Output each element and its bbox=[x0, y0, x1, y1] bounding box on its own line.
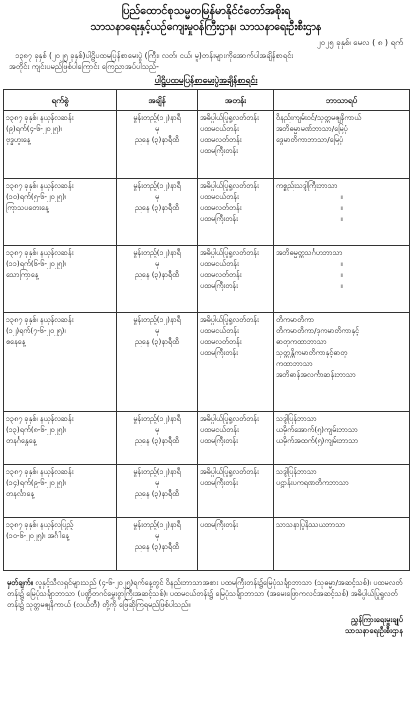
date-cell-line: (၁၀)ရက်(၅-၆-၂၀၂၅)၊ bbox=[6, 192, 67, 201]
date-cell-line: (၉)ရက်(၄-၆-၂၀၂၅)၊ bbox=[6, 124, 62, 133]
class-cell bbox=[198, 111, 274, 179]
subject-cell-line: ။ bbox=[340, 214, 343, 223]
subject-cell bbox=[274, 179, 410, 246]
table-row bbox=[4, 518, 410, 571]
class-cell-line: အဓိပ္ပါယ်ပြုရှုလတ်တန်း bbox=[200, 467, 259, 476]
date-cell-line: ၁၃၈၇ ခုနှစ်၊ နယုန်လဆန်း bbox=[6, 113, 74, 122]
subject-cell-line: ဝိနည်းကျမ်းဝင်/သုတ္တမဇျနိကာယ် bbox=[276, 113, 362, 122]
time-cell-line: မှ bbox=[154, 192, 160, 201]
time-cell-line: ညနေ (၃)နာရီထိ bbox=[134, 203, 180, 212]
time-cell bbox=[117, 246, 198, 313]
class-cell-line: ပထမလတ်တန်း bbox=[200, 337, 242, 346]
footnote-text: လူနှင့်သီလရှင်များသည် (၄-၆-၂၀၂၅)ရက်နေ့တွင် ဝိနည်းဘာသာအစား ပထမကြီးတန်း၌မြေပုံသင်္ချာဘာသာ (သုဓမ္မာ/အဆင့်သစ်)၊ ပထမလတ်တန်း၌ မြေပုံသင်္ချာဘာသာ (ပဏ္ဍိတဂင်မွှေးဝွာကြီးအဆင့်သစ်)၊ ပထမငယ်တန်း၌ မြေပုံသင်္ချာဘာသာ (အမေးဖြောကလင်အဆင့်သစ်) အဓိပ္ပါယ်ပြုရှုလတ်တန်း၌ သုတ္တမဇျနိကာယ် (လယ်တီ) တို့ကို ဖြေဆိုကြရမည်ဖြစ်ပါသည်။ bbox=[7, 578, 403, 609]
class-cell-line: အဓိပ္ပါယ်ပြုရှုလတ်တန်း bbox=[200, 414, 259, 423]
subject-cell bbox=[274, 111, 410, 179]
subject-cell-line: သဒ္ဒါပြန်ဘာသာ bbox=[276, 467, 317, 476]
subject-cell bbox=[274, 246, 410, 313]
time-cell-line: မှ bbox=[154, 425, 160, 434]
class-cell-line: ပထမလတ်တန်း bbox=[200, 135, 242, 144]
class-cell-line: ပထမကြီးတန်း bbox=[200, 214, 238, 223]
date-cell-line: ၁၃၈၇ ခုနှစ်၊ နယုန်လပြည့် bbox=[6, 520, 74, 529]
class-cell-line: ပထမကြီးတန်း bbox=[200, 520, 238, 529]
class-cell bbox=[198, 179, 274, 246]
time-cell-line: ညနေ (၃)နာရီထိ bbox=[134, 337, 180, 346]
subject-cell-line: ။ bbox=[340, 270, 343, 279]
subject-cell-line: တိကမာတိကာ bbox=[276, 315, 315, 324]
class-cell bbox=[198, 412, 274, 465]
time-cell bbox=[117, 179, 198, 246]
exam-schedule-table bbox=[3, 89, 410, 571]
time-cell-line: ညနေ (၃)နာရီထိ bbox=[134, 489, 180, 498]
signature-block bbox=[3, 614, 409, 636]
class-cell-line: ပထမငယ်တန်း bbox=[200, 425, 239, 434]
subject-cell-line: အဘိဓာန်အလင်္ကာဆန်းဘာသာ bbox=[276, 370, 356, 379]
intro-line: အတိုင်း ကျင်းပမည်ဖြစ်ပါကြောင်း ကြေညာအပ်ပါသည်- bbox=[9, 62, 159, 71]
date-cell-line: တနင်္လာနေ့ bbox=[6, 489, 35, 498]
column-header-class: အတန်း bbox=[198, 90, 274, 111]
subject-cell-line: ယမိုက်အောက်(၅)ကျမ်းဘာသာ bbox=[276, 425, 358, 434]
time-cell-line: ညနေ (၃)နာရီထိ bbox=[134, 270, 180, 279]
class-cell bbox=[198, 518, 274, 571]
date-cell-line: ဗုဒ္ဓဟူးနေ့ bbox=[6, 135, 31, 144]
intro-paragraph bbox=[3, 50, 409, 72]
subject-cell-line: ကစ္စည်းသဒ္ဒါကြီးဘာသာ bbox=[276, 181, 338, 190]
subject-cell bbox=[274, 465, 410, 518]
time-cell-line: ညနေ (၃)နာရီထိ bbox=[134, 135, 180, 144]
class-cell-line: ပထမငယ်တန်း bbox=[200, 259, 239, 268]
subject-cell bbox=[274, 518, 410, 571]
time-cell-line: မွန်းတည့်(၁၂)နာရီ bbox=[133, 248, 181, 257]
date-cell bbox=[4, 246, 117, 313]
time-cell bbox=[117, 313, 198, 412]
government-title: ပြည်ထောင်စုသမ္မတမြန်မာနိုင်ငံတော်အစိုးရ bbox=[121, 4, 291, 17]
time-cell-line: မှ bbox=[154, 326, 160, 335]
class-cell-line: ပထမငယ်တန်း bbox=[200, 192, 239, 201]
subject-cell bbox=[274, 313, 410, 412]
time-cell-line: မွန်းတည့်(၁၂)နာရီ bbox=[133, 414, 181, 423]
date-cell-line: (၁၂)ရက်(၇-၆-၂၀၂၅)၊ bbox=[6, 326, 66, 335]
class-cell-line: ပထမကြီးတန်း bbox=[200, 436, 238, 445]
time-cell-line: မှ bbox=[154, 531, 160, 540]
time-cell bbox=[117, 412, 198, 465]
date-cell-line: စနေနေ့ bbox=[6, 337, 26, 346]
subject-cell-line: ယမိုက်အထက်(၅)ကျမ်းဘာသာ bbox=[276, 436, 359, 445]
date-cell-line: သောကြာနေ့ bbox=[6, 270, 39, 279]
date-cell-line: တနင်္ဂနွေနေ့ bbox=[6, 436, 37, 445]
subject-cell-line: ။ bbox=[340, 192, 343, 201]
class-cell-line: ပထမလတ်တန်း bbox=[200, 203, 242, 212]
signatory-department: သာသနာရေးဦးစီးဌာန bbox=[344, 626, 403, 635]
date-cell bbox=[4, 518, 117, 571]
date-cell-line: (၁၄)ရက်(၉-၆-၂၀၂၅)၊ bbox=[6, 478, 67, 487]
subject-cell-line: ဒွေမာတိကာဘာသာ/မြေပုံ bbox=[276, 135, 344, 144]
date-cell-line: (၁၁)ရက်(၆-၆-၂၀၂၅)၊ bbox=[6, 259, 67, 268]
class-cell-line: ပထမကြီးတန်း bbox=[200, 146, 238, 155]
footnote-label: မှတ်ချက်။ bbox=[7, 578, 33, 587]
time-cell-line: မှ bbox=[154, 259, 160, 268]
subject-cell-line: ။ bbox=[340, 259, 343, 268]
date-cell-line: ၁၃၈၇ ခုနှစ်၊ နယုန်လဆန်း bbox=[6, 248, 74, 257]
subject-cell-line: အဘိဓမ္မတ္ထသင်္ဂဟဘာသာ bbox=[276, 248, 343, 257]
table-row bbox=[4, 412, 410, 465]
time-cell-line: မွန်းတည့်(၁၂)နာရီ bbox=[133, 315, 181, 324]
time-cell-line: မှ bbox=[154, 478, 160, 487]
class-cell-line: ပထမလတ်တန်း bbox=[200, 270, 242, 279]
time-cell-line: မွန်းတည့်(၁၂)နာရီ bbox=[133, 520, 181, 529]
date-cell-line: (၁၀-၆-၂၀၂၅)၊ အင်္ဂါနေ့ bbox=[6, 531, 69, 540]
time-cell bbox=[117, 111, 198, 179]
footnote bbox=[3, 577, 409, 610]
column-header-time: အချိန် bbox=[117, 90, 198, 111]
date-cell-line: ၁၃၈၇ ခုနှစ်၊ နယုန်လဆန်း bbox=[6, 467, 74, 476]
date-cell-line: ကြာသပတေးနေ့ bbox=[6, 203, 49, 212]
time-cell-line: မွန်းတည့်(၁၂)နာရီ bbox=[133, 181, 181, 190]
subject-cell-line: ။ bbox=[340, 203, 343, 212]
announcement-date: ၂၀၂၅ ခုနှစ်၊ မေလ ( ၈ ) ရက် bbox=[316, 38, 403, 47]
subject-cell-line: ။ bbox=[340, 281, 343, 290]
intro-line: ၁၃၈၇ ခုနှစ် (၂၀၂၅ ခုနှစ်)ပါဠိပထမပြန်စာမေးပွဲ (ကြီး၊ လတ်၊ ငယ်၊ မူ)တန်းများကိုအောက်ပါအချိန်စာရင်း bbox=[15, 51, 294, 60]
class-cell bbox=[198, 246, 274, 313]
class-cell-line: အဓိပ္ပါယ်ပြုရှုလတ်တန်း bbox=[200, 113, 259, 122]
time-cell-line: မွန်းတည့်(၁၂)နာရီ bbox=[133, 113, 181, 122]
ministry-title: သာသနာရေးနှင့်ယဉ်ကျေးမှုဝန်ကြီးဌာန၊ သာသနာရေးဦးစီးဌာန bbox=[90, 21, 322, 33]
date-cell-line: ၁၃၈၇ ခုနှစ်၊ နယုန်လဆန်း bbox=[6, 414, 74, 423]
class-cell-line: ပထမငယ်တန်း bbox=[200, 124, 239, 133]
class-cell-line: ပထမကြီးတန်း bbox=[200, 348, 238, 357]
time-cell-line: ညနေ (၃)နာရီထိ bbox=[134, 436, 180, 445]
date-cell bbox=[4, 412, 117, 465]
subject-cell-line: ကထာဘာသာ bbox=[276, 359, 313, 368]
class-cell-line: ပထမကြီးတန်း bbox=[200, 281, 238, 290]
time-cell-line: မွန်းတည့်(၁၂)နာရီ bbox=[133, 467, 181, 476]
column-header-subject: ဘာသာရပ် bbox=[274, 90, 410, 111]
date-cell-line: ၁၃၈၇ ခုနှစ်၊ နယုန်လဆန်း bbox=[6, 315, 74, 324]
subject-cell-line: ဓာတုကထာဘာသာ bbox=[276, 337, 327, 346]
date-cell-line: (၁၃)ရက်(၈-၆-၂၀၂၅)၊ bbox=[6, 425, 67, 434]
time-cell-line: ညနေ (၃)နာရီထိ bbox=[134, 542, 180, 551]
subject-cell-line: သာသနာပြုနိဿယဘာသာ bbox=[276, 520, 346, 529]
date-cell bbox=[4, 465, 117, 518]
class-cell bbox=[198, 465, 274, 518]
time-cell bbox=[117, 518, 198, 571]
table-row bbox=[4, 179, 410, 246]
date-cell bbox=[4, 179, 117, 246]
table-header-row bbox=[4, 90, 410, 111]
column-header-date: ရက်စွဲ bbox=[4, 90, 117, 111]
date-cell bbox=[4, 111, 117, 179]
table-heading: ပါဠိပထမပြန်စာမေးပွဲအချိန်စာရင်း bbox=[154, 76, 258, 86]
table-row bbox=[4, 465, 410, 518]
date-cell bbox=[4, 313, 117, 412]
class-cell bbox=[198, 313, 274, 412]
subject-cell-line: ပဋ္ဌာန်းပကရဏတိကဘာသာ bbox=[276, 478, 349, 487]
signatory-title: ညွှန်ကြားရေးမှူးချုပ် bbox=[351, 615, 403, 624]
class-cell-line: အဓိပ္ပါယ်ပြုရှုလတ်တန်း bbox=[200, 181, 259, 190]
date-cell-line: ၁၃၈၇ ခုနှစ်၊ နယုန်လဆန်း bbox=[6, 181, 74, 190]
subject-cell bbox=[274, 412, 410, 465]
subject-cell-line: တိကမာတိကာ/ဒုကမာတိကာနှင့် bbox=[276, 326, 360, 335]
table-row bbox=[4, 246, 410, 313]
time-cell-line: မှ bbox=[154, 124, 160, 133]
time-cell bbox=[117, 465, 198, 518]
class-cell-line: ပထမကြီးတန်း bbox=[200, 478, 238, 487]
class-cell-line: အဓိပ္ပါယ်ပြုရှုလတ်တန်း bbox=[200, 315, 259, 324]
subject-cell-line: သုတ္တန္တိကမာတိကာနှင့်ဓာတု bbox=[276, 348, 348, 357]
table-row bbox=[4, 313, 410, 412]
subject-cell-line: အဘိဓမ္မာမဏ်ဘာသာ/မြေပုံ bbox=[276, 124, 348, 133]
table-row bbox=[4, 111, 410, 179]
subject-cell-line: သဒ္ဒါပြန်ဘာသာ bbox=[276, 414, 317, 423]
class-cell-line: ပထမငယ်တန်း bbox=[200, 326, 239, 335]
class-cell-line: အဓိပ္ပါယ်ပြုရှုလတ်တန်း bbox=[200, 248, 259, 257]
